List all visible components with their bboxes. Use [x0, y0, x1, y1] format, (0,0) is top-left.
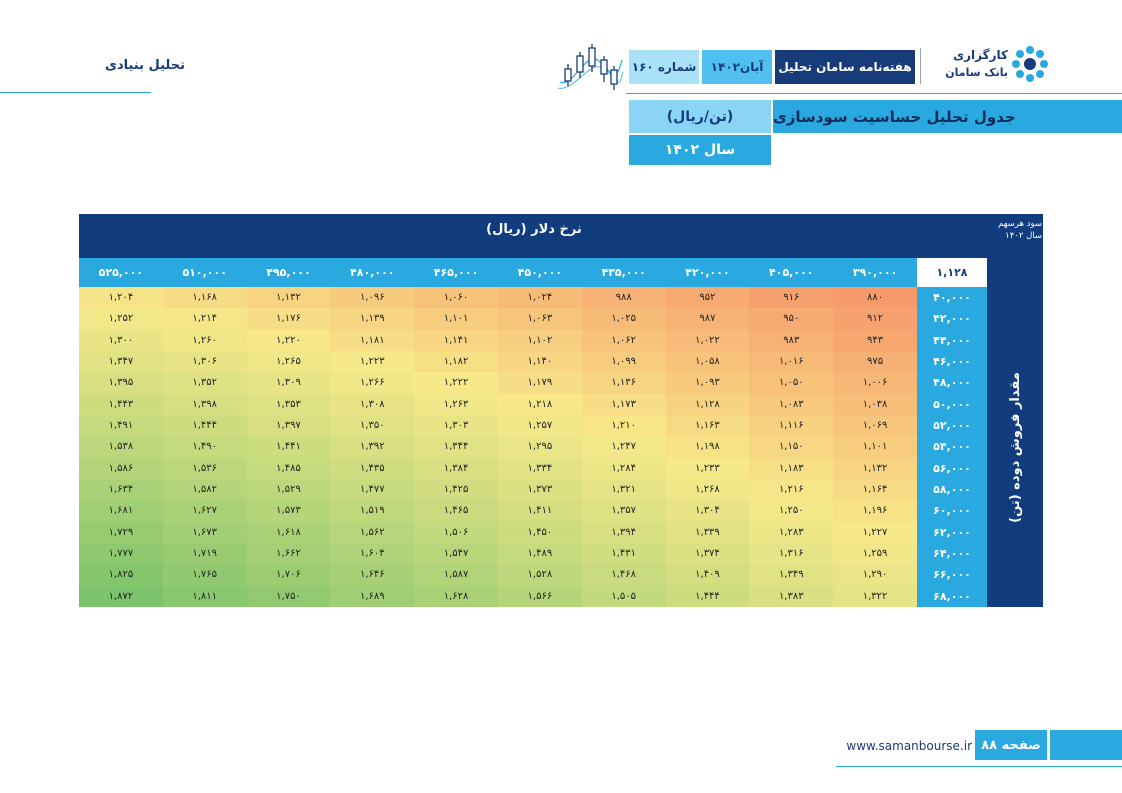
table-cell: ۱,۴۱۱	[498, 500, 582, 521]
candlestick-icon	[556, 42, 624, 94]
base-eps-cell: ۱,۱۲۸	[917, 258, 987, 287]
table-cell: ۱,۲۵۹	[833, 543, 917, 564]
sales-volume-title	[987, 287, 1043, 607]
year-label: سال ۱۴۰۲	[629, 135, 771, 165]
eps-label-line-1: سود هرسهم	[998, 219, 1042, 229]
table-cell: ۱,۳۲۱	[582, 479, 666, 500]
table-cell: ۱,۴۴۳	[79, 394, 163, 415]
table-cell: ۱,۰۲۵	[582, 308, 666, 329]
table-cell: ۱,۱۶۸	[163, 287, 247, 308]
dollar-rate-header-cell: ۴۸۰,۰۰۰	[350, 266, 395, 279]
table-cell: ۱,۳۰۸	[330, 394, 414, 415]
table-cell: ۱,۴۶۵	[414, 500, 498, 521]
table-cell: ۹۸۷	[666, 308, 750, 329]
table-cell: ۱,۰۰۶	[833, 372, 917, 393]
sales-volume-row-label: ۶۴,۰۰۰	[933, 547, 971, 561]
logo-divider	[920, 48, 921, 84]
table-cell: ۱,۱۴۰	[498, 351, 582, 372]
table-cell: ۱,۳۲۲	[833, 586, 917, 607]
table-cell: ۱,۵۴۷	[414, 543, 498, 564]
table-row	[79, 543, 917, 564]
table-cell: ۱,۷۲۹	[79, 522, 163, 543]
table-cell: ۱,۲۶۶	[330, 372, 414, 393]
table-cell: ۱,۱۶۳	[666, 415, 750, 436]
table-row	[79, 479, 917, 500]
table-cell: ۱,۲۱۰	[582, 415, 666, 436]
table-cell: ۱,۳۰۰	[79, 330, 163, 351]
table-cell: ۱,۰۹۳	[666, 372, 750, 393]
table-cell: ۱,۲۳۳	[666, 458, 750, 479]
table-cell: ۱,۳۵۰	[330, 415, 414, 436]
table-cell: ۱,۱۹۸	[666, 436, 750, 457]
table-cell: ۱,۱۳۲	[833, 458, 917, 479]
table-cell: ۱,۳۵۲	[163, 372, 247, 393]
table-cell: ۹۷۵	[833, 351, 917, 372]
logo-line-2: بانک سامان	[945, 66, 1008, 79]
table-row	[79, 436, 917, 457]
table-cell: ۱,۲۲۷	[833, 522, 917, 543]
table-cell: ۱,۱۷۳	[582, 394, 666, 415]
sales-volume-title-text: مقدار فروش دوده (تن)	[1007, 371, 1023, 523]
table-cell: ۱,۲۰۴	[79, 287, 163, 308]
table-cell: ۱,۲۶۰	[163, 330, 247, 351]
dollar-rate-header-row	[79, 258, 917, 287]
table-cell: ۱,۲۲۲	[414, 372, 498, 393]
table-cell: ۱,۲۱۴	[163, 308, 247, 329]
table-cell: ۱,۳۰۶	[163, 351, 247, 372]
table-cell: ۱,۲۸۴	[582, 458, 666, 479]
table-row	[79, 287, 917, 308]
issue-month-badge: آبان۱۴۰۲	[702, 50, 772, 84]
table-cell: ۱,۰۵۸	[666, 351, 750, 372]
table-cell: ۱,۲۵۷	[498, 415, 582, 436]
page-title: جدول تحلیل حساسیت سودسازی	[773, 100, 1122, 133]
table-cell: ۱,۶۰۴	[330, 543, 414, 564]
table-row	[79, 586, 917, 607]
table-cell: ۱,۴۸۹	[498, 543, 582, 564]
table-row	[79, 372, 917, 393]
table-cell: ۱,۰۵۰	[749, 372, 833, 393]
table-cell: ۱,۱۰۱	[414, 308, 498, 329]
table-cell: ۱,۱۸۲	[414, 351, 498, 372]
sales-volume-column	[917, 287, 987, 607]
table-cell: ۱,۵۸۲	[163, 479, 247, 500]
table-cell: ۱,۲۲۳	[330, 351, 414, 372]
table-row	[79, 415, 917, 436]
table-cell: ۱,۶۳۴	[79, 479, 163, 500]
table-cell: ۱,۳۹۲	[330, 436, 414, 457]
table-cell: ۱,۰۶۲	[582, 330, 666, 351]
table-cell: ۱,۶۸۱	[79, 500, 163, 521]
table-cell: ۱,۴۳۵	[330, 458, 414, 479]
table-cell: ۱,۷۵۰	[247, 586, 331, 607]
sales-volume-row-label: ۵۶,۰۰۰	[933, 461, 971, 475]
table-cell: ۱,۶۶۲	[247, 543, 331, 564]
table-cell: ۱,۶۲۷	[163, 500, 247, 521]
table-cell: ۱,۵۰۵	[582, 586, 666, 607]
sales-volume-row-label: ۴۸,۰۰۰	[933, 376, 971, 390]
table-cell: ۱,۲۱۸	[498, 394, 582, 415]
table-cell: ۱,۴۲۵	[414, 479, 498, 500]
table-cell: ۱,۳۷۳	[498, 479, 582, 500]
footer-accent-bar	[1050, 730, 1122, 760]
table-cell: ۱,۰۱۶	[749, 351, 833, 372]
table-cell: ۱,۳۰۹	[247, 372, 331, 393]
unit-label: (تن/ریال)	[629, 100, 771, 133]
table-row	[79, 308, 917, 329]
table-cell: ۱,۱۸۱	[330, 330, 414, 351]
table-cell: ۱,۲۶۸	[666, 479, 750, 500]
table-cell: ۹۸۸	[582, 287, 666, 308]
table-cell: ۹۵۲	[666, 287, 750, 308]
table-cell: ۱,۳۰۳	[414, 415, 498, 436]
table-row	[79, 500, 917, 521]
table-cell: ۹۸۳	[749, 330, 833, 351]
table-cell: ۱,۲۵۲	[79, 308, 163, 329]
table-cell: ۱,۰۹۶	[330, 287, 414, 308]
table-cell: ۱,۱۷۹	[498, 372, 582, 393]
sales-volume-row-label: ۴۴,۰۰۰	[933, 333, 971, 347]
table-cell: ۱,۵۶۶	[498, 586, 582, 607]
table-cell: ۱,۳۳۴	[498, 458, 582, 479]
sales-volume-row-label: ۵۲,۰۰۰	[933, 419, 971, 433]
table-cell: ۱,۵۷۳	[247, 500, 331, 521]
table-cell: ۱,۸۱۱	[163, 586, 247, 607]
table-cell: ۱,۸۷۲	[79, 586, 163, 607]
table-cell: ۱,۰۳۸	[833, 394, 917, 415]
table-cell: ۱,۶۸۹	[330, 586, 414, 607]
table-cell: ۱,۴۶۸	[582, 564, 666, 585]
table-cell: ۹۱۶	[749, 287, 833, 308]
table-cell: ۱,۰۶۳	[498, 308, 582, 329]
sales-volume-row-label: ۶۸,۰۰۰	[933, 589, 971, 603]
table-cell: ۱,۴۸۵	[247, 458, 331, 479]
table-cell: ۱,۳۹۸	[163, 394, 247, 415]
brand-logo	[920, 44, 1050, 88]
table-cell: ۱,۱۰۲	[498, 330, 582, 351]
logo-line-1: کارگزاری	[953, 48, 1008, 62]
table-cell: ۱,۵۲۸	[498, 564, 582, 585]
table-cell: ۱,۰۹۹	[582, 351, 666, 372]
table-cell: ۹۱۲	[833, 308, 917, 329]
table-row	[79, 564, 917, 585]
table-cell: ۱,۲۹۰	[833, 564, 917, 585]
table-cell: ۱,۲۲۰	[247, 330, 331, 351]
table-cell: ۱,۷۰۶	[247, 564, 331, 585]
section-underline	[0, 92, 151, 93]
table-cell: ۱,۲۱۶	[749, 479, 833, 500]
table-cell: ۱,۸۲۵	[79, 564, 163, 585]
table-cell: ۱,۳۴۹	[749, 564, 833, 585]
table-cell: ۱,۱۵۰	[749, 436, 833, 457]
table-cell: ۱,۱۳۹	[330, 308, 414, 329]
table-cell: ۱,۲۶۵	[247, 351, 331, 372]
dollar-rate-header-cell: ۴۹۵,۰۰۰	[266, 266, 311, 279]
table-cell: ۱,۰۲۲	[666, 330, 750, 351]
dollar-rate-header-cell: ۴۶۵,۰۰۰	[433, 266, 479, 279]
table-cell: ۱,۵۳۸	[79, 436, 163, 457]
table-row	[79, 330, 917, 351]
eps-label	[988, 218, 1042, 242]
table-cell: ۸۸۰	[833, 287, 917, 308]
sales-volume-row-label: ۶۰,۰۰۰	[933, 504, 971, 518]
table-cell: ۱,۷۷۷	[79, 543, 163, 564]
table-cell: ۱,۵۸۶	[79, 458, 163, 479]
table-cell: ۱,۱۴۱	[414, 330, 498, 351]
table-cell: ۱,۷۶۵	[163, 564, 247, 585]
table-cell: ۱,۳۹۷	[247, 415, 331, 436]
table-cell: ۹۴۳	[833, 330, 917, 351]
table-cell: ۱,۲۵۰	[749, 500, 833, 521]
table-cell: ۱,۱۰۱	[833, 436, 917, 457]
issue-number-badge: شماره ۱۶۰	[629, 50, 699, 84]
table-row	[79, 351, 917, 372]
table-cell: ۱,۰۶۹	[833, 415, 917, 436]
table-cell: ۱,۳۹۵	[79, 372, 163, 393]
dollar-rate-header-cell: ۵۱۰,۰۰۰	[182, 266, 227, 279]
table-cell: ۱,۲۴۷	[582, 436, 666, 457]
table-cell: ۱,۴۷۷	[330, 479, 414, 500]
table-cell: ۱,۴۵۰	[498, 522, 582, 543]
dollar-rate-header-cell: ۴۰۵,۰۰۰	[769, 266, 814, 279]
sales-volume-row-label: ۴۶,۰۰۰	[933, 355, 971, 369]
table-cell: ۱,۵۱۹	[330, 500, 414, 521]
table-cell: ۱,۳۴۴	[414, 436, 498, 457]
table-cell: ۱,۰۸۳	[749, 394, 833, 415]
website-url[interactable]: www.samanbourse.ir	[846, 739, 972, 753]
table-cell: ۱,۰۶۰	[414, 287, 498, 308]
sales-volume-row-label: ۵۴,۰۰۰	[933, 440, 971, 454]
table-cell: ۱,۴۴۴	[666, 586, 750, 607]
table-cell: ۱,۳۷۴	[666, 543, 750, 564]
table-cell: ۱,۱۸۳	[749, 458, 833, 479]
table-cell: ۱,۲۹۵	[498, 436, 582, 457]
dollar-rate-header-cell: ۴۳۵,۰۰۰	[601, 266, 646, 279]
sales-volume-row-label: ۴۲,۰۰۰	[933, 312, 971, 326]
dollar-rate-header-cell: ۴۲۰,۰۰۰	[685, 266, 730, 279]
table-cell: ۱,۴۹۱	[79, 415, 163, 436]
table-cell: ۱,۶۲۸	[414, 586, 498, 607]
table-cell: ۱,۱۱۶	[749, 415, 833, 436]
dollar-rate-title: نرخ دلار (ریال)	[486, 222, 582, 237]
table-cell: ۱,۳۴۷	[79, 351, 163, 372]
sales-volume-row-label: ۶۶,۰۰۰	[933, 568, 971, 582]
table-cell: ۱,۰۲۴	[498, 287, 582, 308]
sales-volume-row-label: ۵۰,۰۰۰	[933, 397, 971, 411]
footer-divider	[836, 766, 1122, 767]
sales-volume-row-label: ۴۰,۰۰۰	[933, 291, 971, 305]
dollar-rate-header-cell: ۵۲۵,۰۰۰	[98, 266, 144, 279]
table-cell: ۱,۴۳۱	[582, 543, 666, 564]
table-cell: ۱,۲۸۳	[749, 522, 833, 543]
header-divider	[626, 93, 1122, 94]
table-cell: ۱,۳۸۳	[749, 586, 833, 607]
table-cell: ۱,۳۱۶	[749, 543, 833, 564]
dollar-rate-header-cell: ۳۹۰,۰۰۰	[852, 266, 898, 279]
table-cell: ۱,۳۳۹	[666, 522, 750, 543]
table-cell: ۱,۱۳۶	[582, 372, 666, 393]
table-cell: ۱,۵۶۲	[330, 522, 414, 543]
sales-volume-row-label: ۶۲,۰۰۰	[933, 525, 971, 539]
table-row	[79, 458, 917, 479]
table-cell: ۱,۳۵۷	[582, 500, 666, 521]
dollar-rate-header-cell: ۴۵۰,۰۰۰	[517, 266, 563, 279]
table-cell: ۱,۳۹۴	[582, 522, 666, 543]
table-cell: ۱,۱۶۴	[833, 479, 917, 500]
table-cell: ۱,۷۱۹	[163, 543, 247, 564]
eps-label-line-2: سال ۱۴۰۲	[1005, 231, 1042, 241]
table-cell: ۱,۵۲۹	[247, 479, 331, 500]
table-cell: ۱,۴۰۹	[666, 564, 750, 585]
table-cell: ۱,۳۸۴	[414, 458, 498, 479]
table-cell: ۱,۳۰۴	[666, 500, 750, 521]
table-cell: ۱,۱۹۶	[833, 500, 917, 521]
table-cell: ۱,۵۰۶	[414, 522, 498, 543]
table-row	[79, 522, 917, 543]
table-cell: ۱,۵۳۶	[163, 458, 247, 479]
table-cell: ۱,۱۳۲	[247, 287, 331, 308]
table-cell: ۱,۴۹۰	[163, 436, 247, 457]
weekly-title-badge: هفته‌نامه سامان تحلیل	[775, 50, 915, 84]
logo-flower-icon	[1010, 44, 1050, 84]
table-cell: ۹۵۰	[749, 308, 833, 329]
table-cell: ۱,۳۵۳	[247, 394, 331, 415]
table-cell: ۱,۶۱۸	[247, 522, 331, 543]
page-number: صفحه ۸۸	[975, 730, 1047, 760]
table-cell: ۱,۴۴۴	[163, 415, 247, 436]
table-cell: ۱,۱۷۶	[247, 308, 331, 329]
heatmap-grid	[79, 287, 917, 607]
sales-volume-row-label: ۵۸,۰۰۰	[933, 483, 971, 497]
table-cell: ۱,۲۶۳	[414, 394, 498, 415]
table-cell: ۱,۶۷۳	[163, 522, 247, 543]
section-title: تحلیل بنیادی	[105, 58, 185, 73]
table-cell: ۱,۶۴۶	[330, 564, 414, 585]
table-row	[79, 394, 917, 415]
table-cell: ۱,۴۴۱	[247, 436, 331, 457]
table-cell: ۱,۱۲۸	[666, 394, 750, 415]
table-cell: ۱,۵۸۷	[414, 564, 498, 585]
